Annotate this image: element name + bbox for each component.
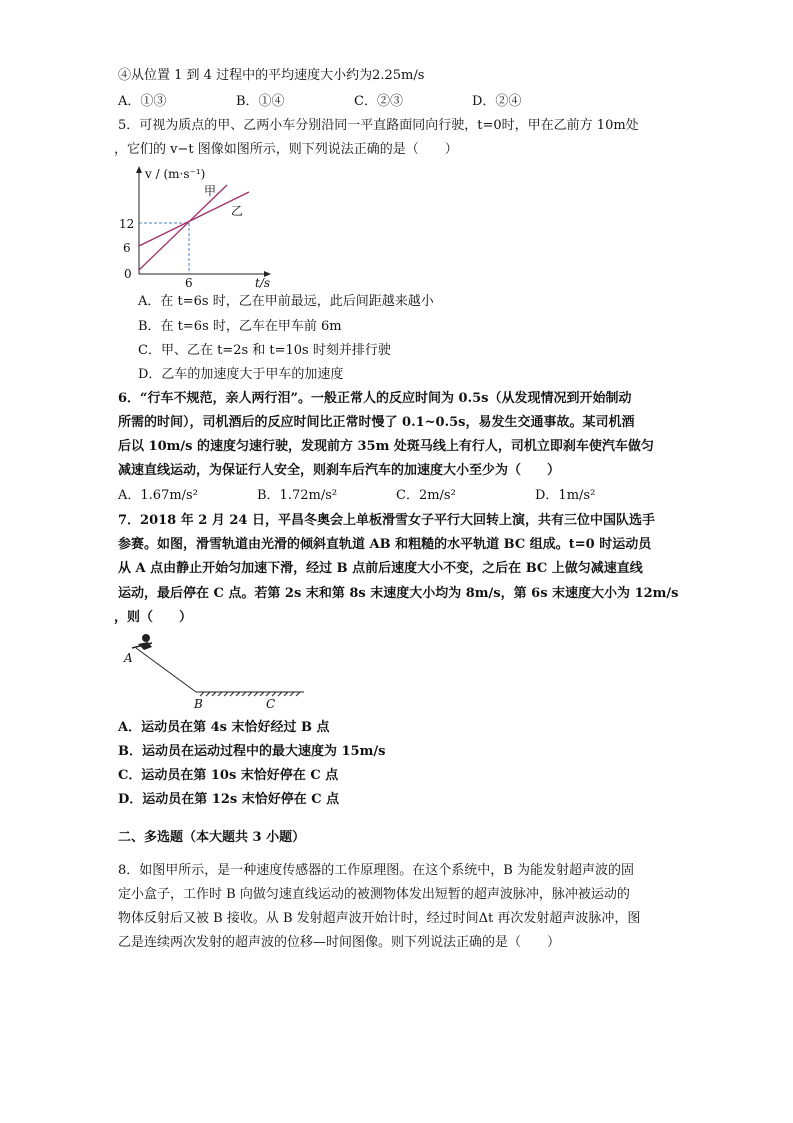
q7-stem-line-2: 参赛。如图，滑雪轨道由光滑的倾斜直轨道 AB 和粗糙的水平轨道 BC 组成。t=0 时运动员: [118, 537, 652, 552]
graph-line-yi: [139, 192, 249, 246]
graph-xtick-6: 6: [185, 276, 193, 290]
label-b: B: [194, 697, 203, 711]
q7-option-c: C．运动员在第 10s 末恰好停在 C 点: [118, 768, 339, 783]
q5-option-a: A．在 t=6s 时，乙在甲前最远，此后间距越来越小: [138, 294, 434, 309]
q6-stem-line-1: 6．“行车不规范，亲人两行泪”。一般正常人的反应时间为 0.5s（从发现情况到开始制动: [118, 391, 632, 406]
graph-label-jia: 甲: [204, 184, 217, 198]
graph-xlabel: t/s: [255, 276, 271, 290]
q8-stem-line-3: 物体反射后又被 B 接收。从 B 发射超声波开始计时，经过时间Δt 再次发射超声波脉冲，图: [118, 911, 641, 926]
graph-ytick-6: 6: [123, 241, 131, 255]
label-c: C: [266, 697, 276, 711]
q8-stem-line-4: 乙是连续两次发射的超声波的位移—时间图像。则下列说法正确的是（ ）: [118, 935, 561, 950]
q5-stem-line-2: ，它们的 v−t 图像如图所示，则下列说法正确的是（ ）: [114, 142, 458, 157]
q7-option-d: D．运动员在第 12s 末恰好停在 C 点: [118, 792, 340, 807]
slope-ab: [136, 648, 196, 692]
q5-option-d: D．乙车的加速度大于甲车的加速度: [138, 367, 344, 382]
q7-option-a: A．运动员在第 4s 末恰好经过 B 点: [118, 720, 330, 735]
q7-ski-track-figure: [118, 632, 318, 712]
graph-ytick-12: 12: [119, 217, 135, 231]
q4-statement-4: ④从位置 1 到 4 过程中的平均速度大小约为2.25m/s: [118, 68, 425, 83]
q6-stem-line-4: 减速直线运动，为保证行人安全，则刹车后汽车的加速度大小至少为（ ）: [118, 463, 561, 478]
graph-label-yi: 乙: [231, 204, 244, 218]
q4-option-c: C．②③: [354, 94, 403, 109]
q4-option-d: D．②④: [472, 94, 522, 109]
q8-stem-line-1: 8．如图甲所示，是一种速度传感器的工作原理图。在这个系统中，B 为能发射超声波的固: [118, 863, 634, 878]
q5-vt-graph: [115, 160, 285, 290]
q5-option-c: C．甲、乙在 t=2s 和 t=10s 时刻并排行驶: [138, 343, 391, 358]
q6-stem-line-3: 后以 10m/s 的速度匀速行驶，发现前方 35m 处斑马线上有行人，司机立即刹车使汽车做匀: [118, 439, 654, 454]
graph-origin: 0: [124, 267, 132, 281]
label-a: A: [124, 651, 133, 665]
q7-option-b: B．运动员在运动过程中的最大速度为 15m/s: [118, 744, 386, 759]
q8-stem-line-2: 定小盒子，工作时 B 向做匀速直线运动的被测物体发出短暂的超声波脉冲，脉冲被运动的: [118, 887, 630, 902]
skier-icon: [132, 634, 152, 650]
q5-stem-line-1: 5．可视为质点的甲、乙两小车分别沿同一平直路面同向行驶，t=0时，甲在乙前方 10m处: [118, 118, 639, 133]
q6-option-b: B．1.72m/s²: [257, 488, 338, 503]
q4-option-b: B．①④: [236, 94, 285, 109]
graph-y-arrow: [136, 166, 142, 173]
q6-option-d: D．1m/s²: [535, 488, 596, 503]
q6-option-a: A．1.67m/s²: [118, 488, 198, 503]
q7-stem-line-4: 运动，最后停在 C 点。若第 2s 末和第 8s 末速度大小均为 8m/s，第 6s 末速度大小为 12m/s: [118, 586, 679, 601]
q7-stem-line-1: 7．2018 年 2 月 24 日，平昌冬奥会上单板滑雪女子平行大回转上演，共有三位中国队选手: [118, 513, 655, 528]
q6-stem-line-2: 所需的时间），司机酒后的反应时间比正常时慢了 0.1~0.5s，易发生交通事故。某司机酒: [118, 415, 635, 430]
section-title-multiple-choice: 二、多选题（本大题共 3 小题）: [118, 830, 306, 845]
ground-hatch: [200, 692, 300, 696]
q7-stem-line-5: ，则（ ）: [114, 610, 193, 625]
q4-option-a: A．①③: [118, 94, 167, 109]
q7-stem-line-3: 从 A 点由静止开始匀加速下滑，经过 B 点前后速度大小不变，之后在 BC 上做匀减速直线: [118, 561, 643, 576]
graph-ylabel: v / (m·s⁻¹): [145, 167, 206, 181]
q6-option-c: C．2m/s²: [396, 488, 456, 503]
q5-option-b: B．在 t=6s 时，乙车在甲车前 6m: [138, 319, 342, 334]
